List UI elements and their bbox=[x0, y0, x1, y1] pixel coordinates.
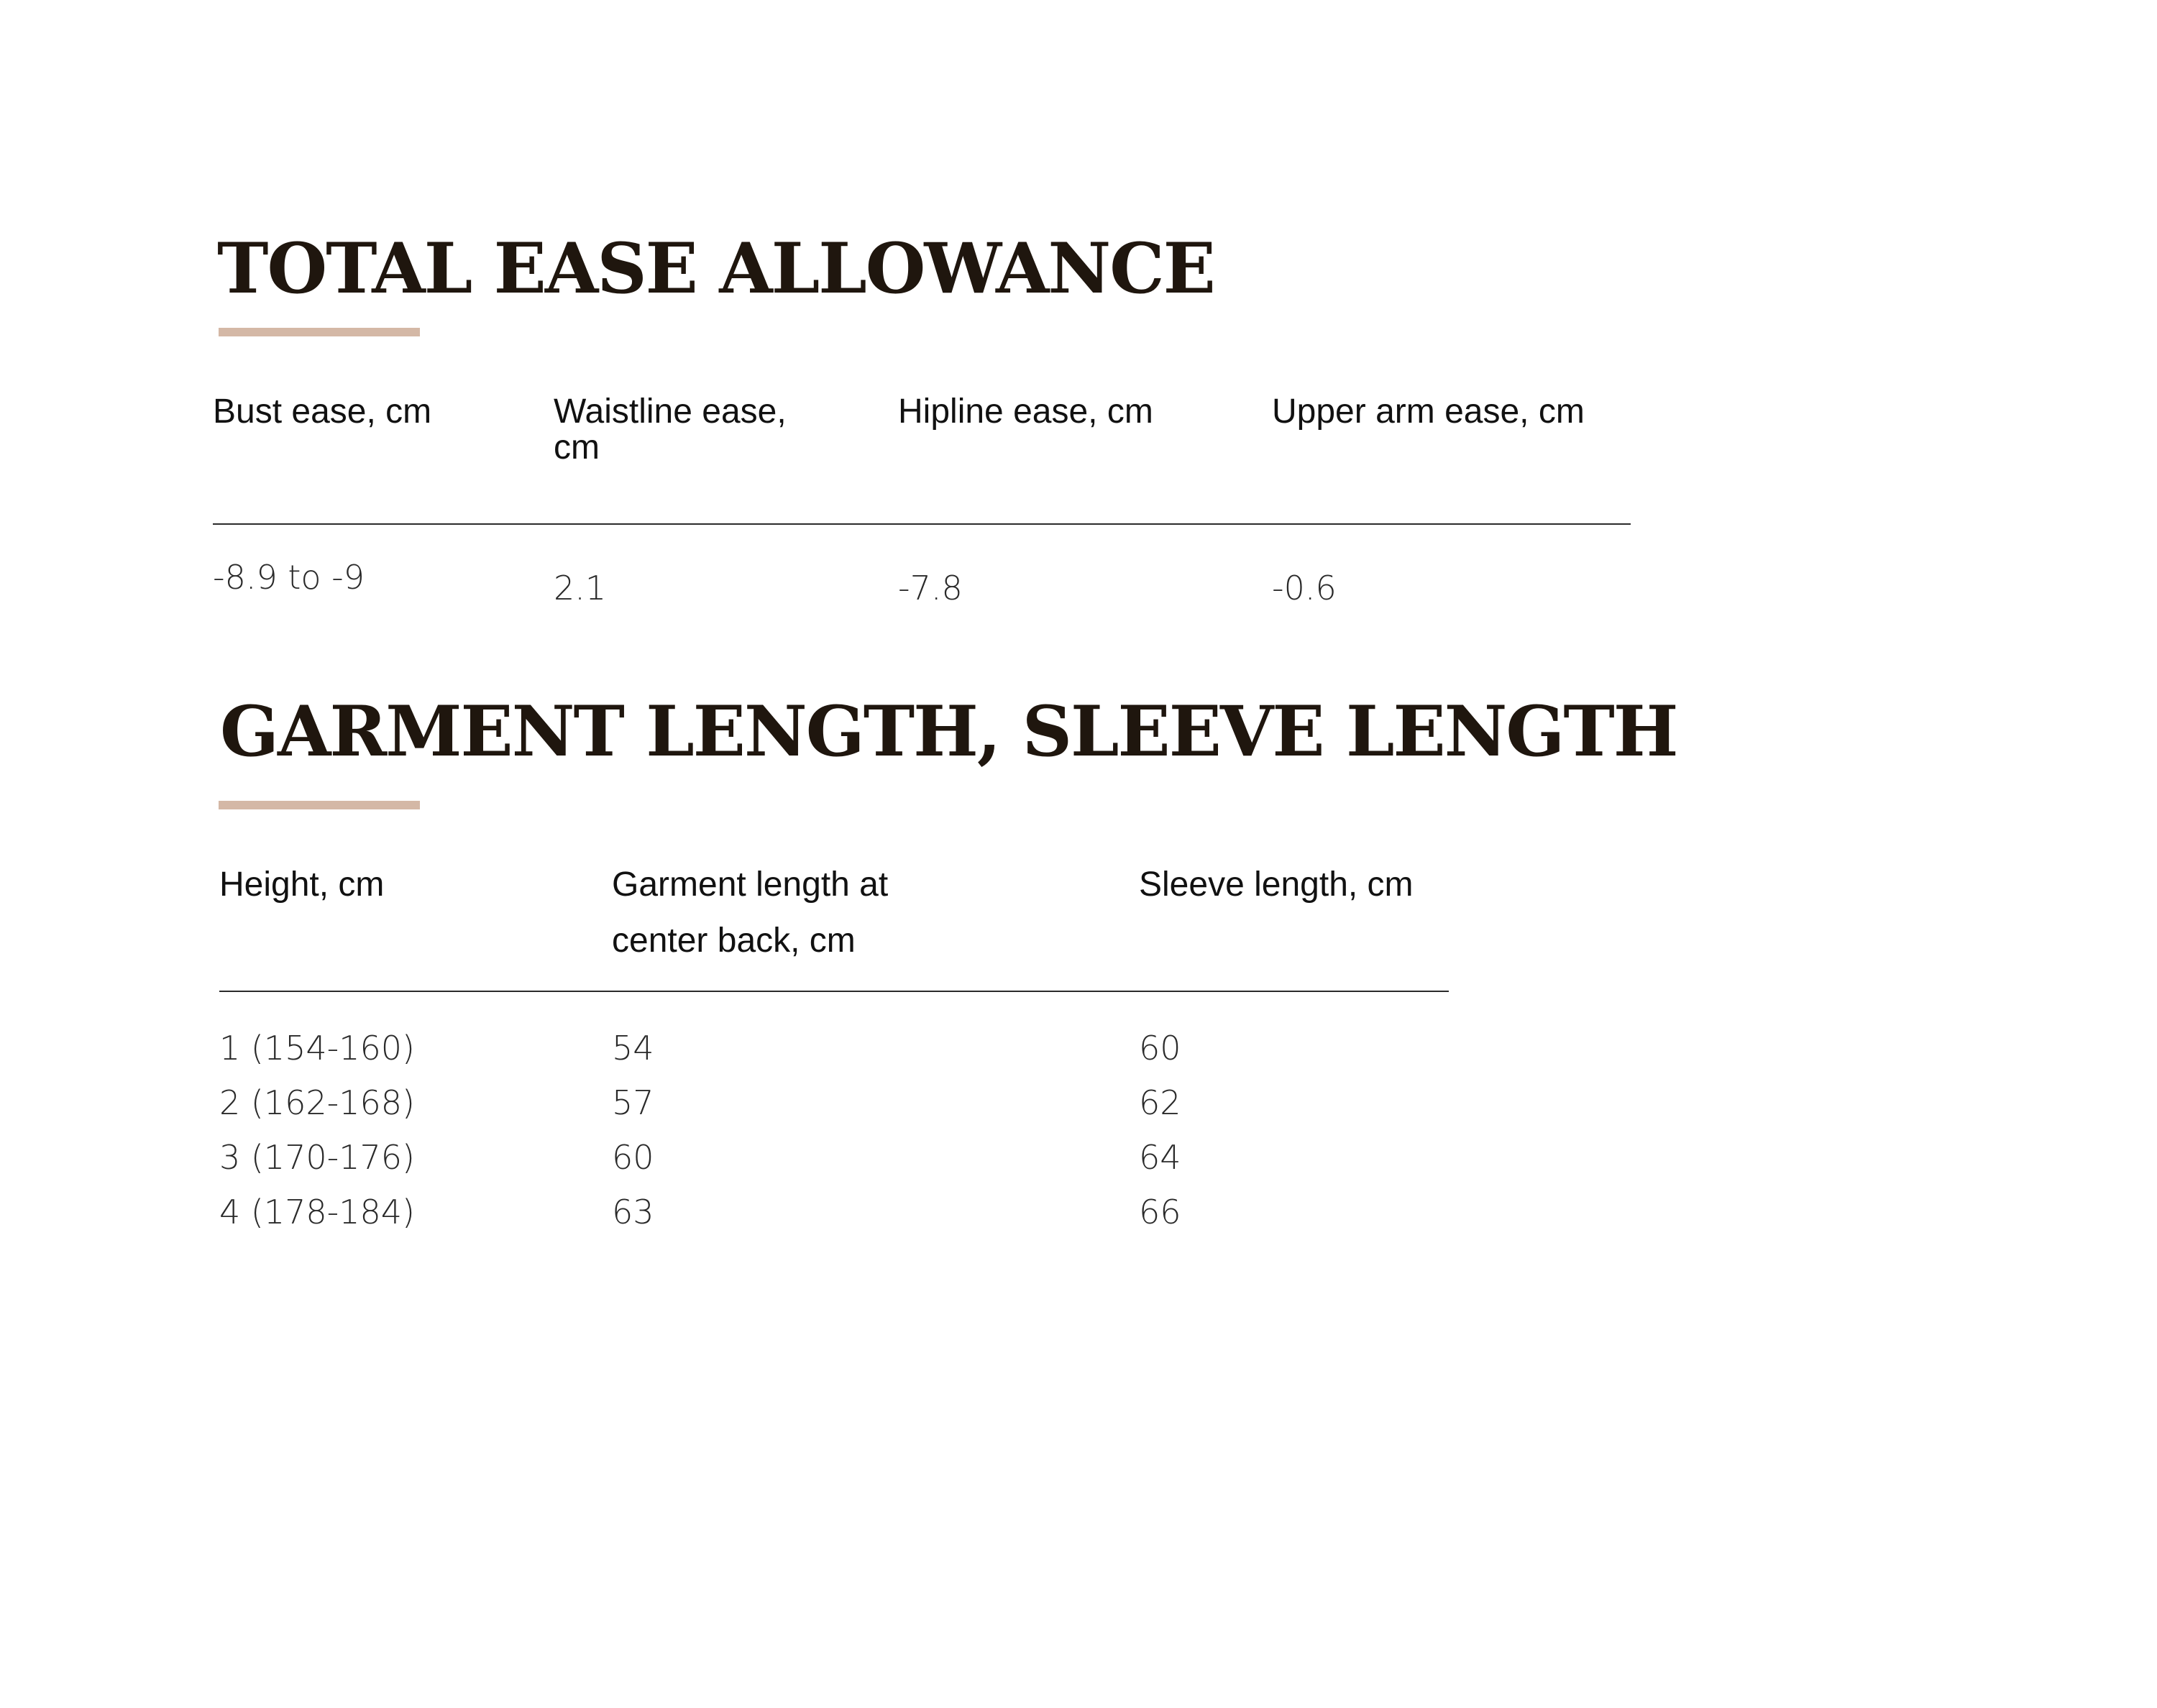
length-row-2-height: 2 (162-168) bbox=[219, 1083, 415, 1122]
ease-header-upper-arm: Upper arm ease, cm bbox=[1272, 392, 1585, 431]
length-row-1-garment: 54 bbox=[612, 1029, 654, 1068]
length-row-2-garment: 57 bbox=[612, 1083, 654, 1122]
ease-header-waistline: Waistline ease, cm bbox=[554, 392, 787, 467]
length-row-4-garment: 63 bbox=[612, 1193, 654, 1231]
length-title-underline bbox=[219, 801, 420, 809]
length-row-3-height: 3 (170-176) bbox=[219, 1138, 415, 1177]
length-section-title: GARMENT LENGTH, SLEEVE LENGTH bbox=[220, 691, 1677, 772]
length-header-garment: Garment length at center back, cm bbox=[612, 866, 889, 960]
length-table-divider bbox=[219, 991, 1449, 992]
length-row-1-sleeve: 60 bbox=[1139, 1029, 1181, 1068]
ease-value-upper-arm: -0.6 bbox=[1272, 569, 1337, 607]
length-row-4-sleeve: 66 bbox=[1139, 1193, 1181, 1231]
length-row-3-garment: 60 bbox=[612, 1138, 654, 1177]
ease-value-bust: -8.9 to -9 bbox=[213, 558, 365, 597]
length-row-4-height: 4 (178-184) bbox=[219, 1193, 415, 1231]
ease-value-hipline: -7.8 bbox=[898, 569, 963, 607]
length-row-2-sleeve: 62 bbox=[1139, 1083, 1181, 1122]
length-header-sleeve: Sleeve length, cm bbox=[1139, 866, 1414, 904]
ease-header-hipline: Hipline ease, cm bbox=[898, 392, 1153, 431]
length-header-height: Height, cm bbox=[219, 866, 385, 904]
ease-title-underline bbox=[219, 328, 420, 336]
length-row-3-sleeve: 64 bbox=[1139, 1138, 1181, 1177]
ease-table-divider bbox=[213, 523, 1631, 525]
ease-header-bust: Bust ease, cm bbox=[213, 392, 432, 431]
ease-value-waistline: 2.1 bbox=[554, 569, 607, 607]
ease-section-title: TOTAL EASE ALLOWANCE bbox=[217, 228, 1214, 309]
length-row-1-height: 1 (154-160) bbox=[219, 1029, 415, 1068]
